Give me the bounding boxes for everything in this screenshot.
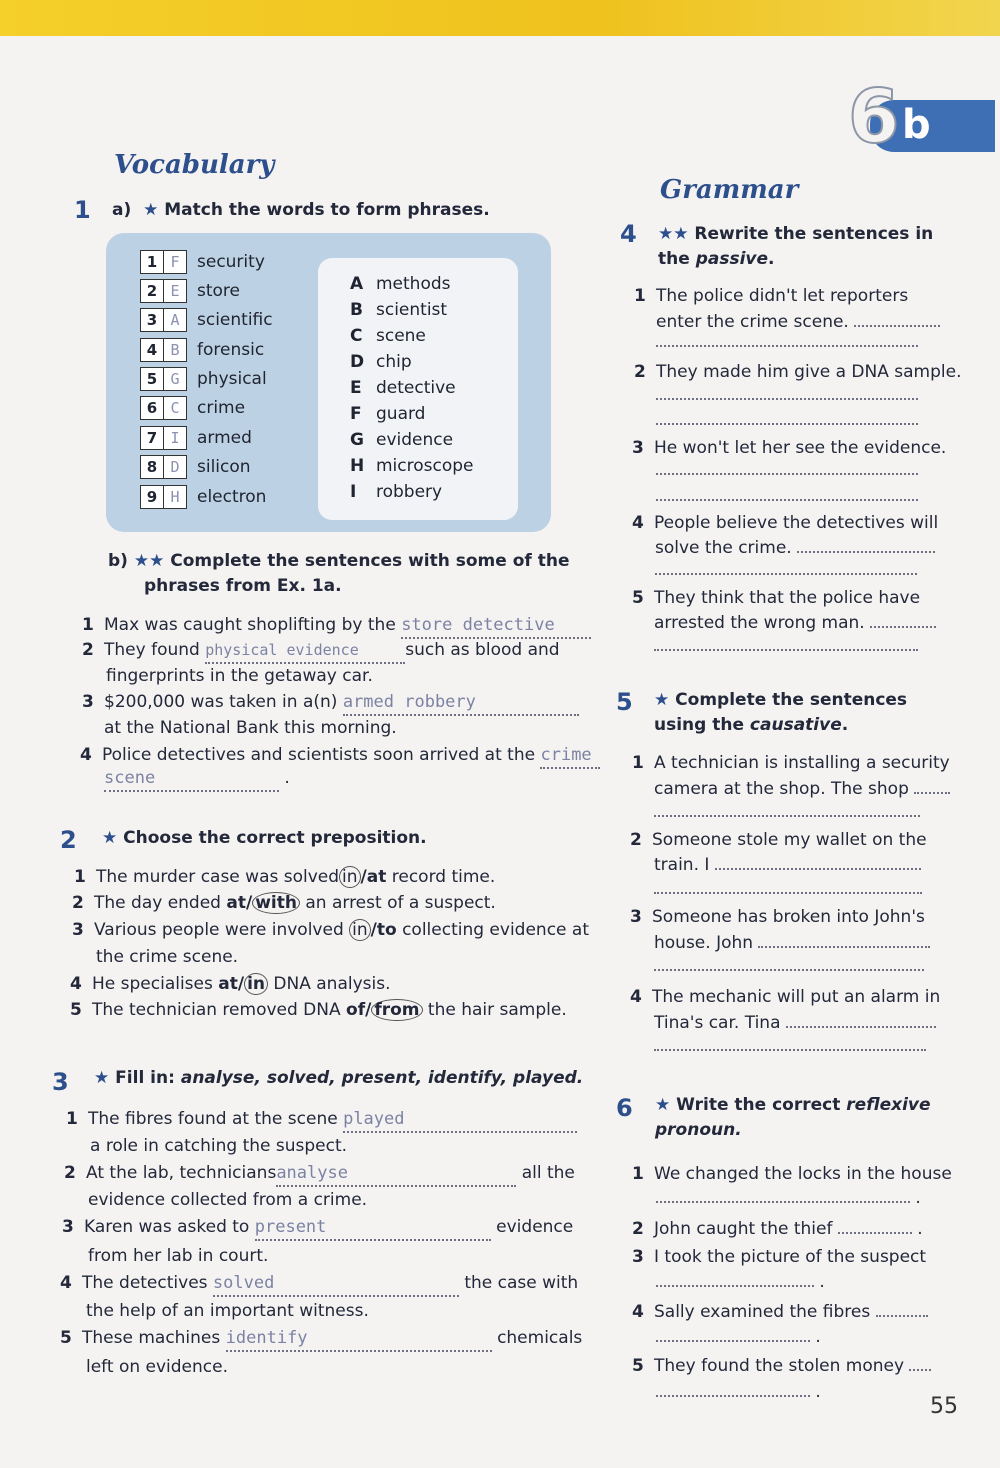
- choice-alt[interactable]: /to: [370, 920, 397, 940]
- match-item: 3 A scientific: [140, 308, 273, 332]
- choice-circled[interactable]: from: [371, 999, 422, 1021]
- part-a-text: Match the words to form phrases.: [164, 200, 490, 220]
- sentence-1b-4-cont: scene .: [104, 766, 290, 792]
- sentence-3-2: 2 At the lab, techniciansanalyse all the: [64, 1161, 575, 1187]
- sentence-3-1-cont: a role in catching the suspect.: [90, 1136, 348, 1156]
- sentence-2-3: 3 Various people were involved in /to collecting evidence at: [72, 920, 589, 940]
- exercise-3-number: 3: [52, 1068, 69, 1096]
- sentence-1b-2-cont: fingerprints in the getaway car.: [106, 666, 373, 686]
- option-item: H microscope: [350, 456, 474, 476]
- answer-field[interactable]: [909, 1369, 931, 1371]
- star-icon: ★★: [658, 224, 695, 244]
- answer-field[interactable]: [870, 626, 936, 628]
- answer-line[interactable]: [656, 408, 918, 432]
- sentence-4-5-cont: arrested the wrong man.: [654, 611, 936, 635]
- choice-circled[interactable]: with: [252, 892, 300, 914]
- answer-field[interactable]: present: [255, 1215, 491, 1241]
- unit-tab: [848, 74, 995, 160]
- exercise-2-number: 2: [60, 826, 77, 854]
- answer-line[interactable]: [654, 634, 918, 658]
- option-item: I robbery: [350, 482, 443, 502]
- sentence-5-4: 4 The mechanic will put an alarm in: [630, 987, 941, 1007]
- sentence-2-3-cont: the crime scene.: [96, 947, 239, 967]
- sentence-4-2: 2 They made him give a DNA sample.: [634, 362, 962, 382]
- sentence-4-4: 4 People believe the detectives will: [632, 513, 939, 533]
- star-icon: ★: [654, 690, 676, 710]
- choice-alt[interactable]: of/: [346, 1000, 372, 1020]
- sentence-6-5: 5 They found the stolen money: [632, 1354, 931, 1378]
- sentence-6-2: 2 John caught the thief .: [632, 1219, 923, 1239]
- unit-number: 6: [848, 74, 900, 160]
- answer-box[interactable]: B: [164, 338, 187, 362]
- option-item: C scene: [350, 326, 426, 346]
- choice-circled[interactable]: in: [339, 866, 361, 888]
- page-number: 55: [930, 1394, 958, 1419]
- star-icon: ★: [655, 1095, 677, 1115]
- sentence-3-4-cont: the help of an important witness.: [86, 1301, 369, 1321]
- answer-field[interactable]: [797, 551, 935, 553]
- vocabulary-title: Vocabulary: [114, 150, 275, 180]
- option-item: B scientist: [350, 300, 448, 320]
- sentence-2-4: 4 He specialises at/ in DNA analysis.: [70, 974, 391, 994]
- exercise-6-number: 6: [616, 1094, 633, 1122]
- exercise-5-number: 5: [616, 688, 633, 716]
- match-item: 4 B forensic: [140, 338, 264, 362]
- exercise-2-instruction: ★ Choose the correct preposition.: [102, 828, 427, 848]
- sentence-2-1: 1 The murder case was solved in /at record time.: [74, 867, 496, 887]
- option-item: G evidence: [350, 430, 454, 450]
- answer-line[interactable]: [654, 954, 924, 978]
- sentence-6-1: 1 We changed the locks in the house: [632, 1164, 952, 1184]
- sentence-3-3-cont: from her lab in court.: [88, 1246, 269, 1266]
- answer-box[interactable]: G: [164, 367, 187, 391]
- match-item: 1 F security: [140, 250, 265, 274]
- sentence-1b-1: 1 Max was caught shoplifting by the store detective: [82, 613, 591, 639]
- sentence-6-4: 4 Sally examined the fibres: [632, 1300, 928, 1324]
- answer-field[interactable]: played: [343, 1107, 577, 1133]
- sentence-5-2: 2 Someone stole my wallet on the: [630, 830, 927, 850]
- option-item: F guard: [350, 404, 426, 424]
- answer-field[interactable]: [715, 868, 921, 870]
- sentence-1b-4: 4 Police detectives and scientists soon arrived at the crime: [80, 743, 600, 769]
- answer-line[interactable]: [654, 800, 920, 824]
- sentence-6-3: 3 I took the picture of the suspect: [632, 1247, 927, 1267]
- answer-field[interactable]: analyse: [276, 1161, 516, 1187]
- answer-line[interactable]: [656, 383, 918, 407]
- choice-alt[interactable]: at/: [226, 893, 253, 913]
- answer-line[interactable]: .: [656, 1270, 825, 1294]
- exercise-4-number: 4: [620, 220, 637, 248]
- answer-box[interactable]: H: [164, 485, 187, 509]
- sentence-1b-2: 2 They found physical evidence such as blood and: [82, 638, 560, 664]
- answer-field[interactable]: solved: [213, 1271, 459, 1297]
- sentence-4-5: 5 They think that the police have: [632, 588, 921, 608]
- star-icon: ★: [94, 1068, 116, 1088]
- sentence-3-5-cont: left on evidence.: [86, 1357, 228, 1377]
- choice-alt[interactable]: /at: [360, 867, 387, 887]
- answer-box[interactable]: E: [164, 279, 187, 303]
- option-item: E detective: [350, 378, 456, 398]
- match-item: 2 E store: [140, 279, 240, 303]
- sentence-5-1-cont: camera at the shop. The shop: [654, 777, 950, 801]
- sentence-2-5: 5 The technician removed DNA of/ from the hair sample.: [70, 1000, 567, 1020]
- answer-field[interactable]: crime: [540, 743, 600, 769]
- sentence-4-1-cont: enter the crime scene.: [656, 310, 940, 334]
- sentence-3-4: 4 The detectives solved the case with: [60, 1271, 578, 1297]
- exercise-1b-instruction: b) ★★ Complete the sentences with some of the phrases from Ex. 1a.: [108, 551, 570, 596]
- answer-field[interactable]: [838, 1232, 912, 1234]
- answer-line[interactable]: [656, 330, 918, 354]
- answer-line[interactable]: [654, 1034, 926, 1058]
- grammar-title: Grammar: [660, 175, 799, 205]
- answer-field[interactable]: identify: [226, 1326, 492, 1352]
- answer-field[interactable]: [786, 1026, 936, 1028]
- choice-circled[interactable]: in: [244, 973, 268, 995]
- answer-box[interactable]: D: [164, 455, 187, 479]
- match-item: 5 G physical: [140, 367, 267, 391]
- sentence-5-3: 3 Someone has broken into John's: [630, 907, 925, 927]
- match-item: 9 H electron: [140, 485, 266, 509]
- star-icon: ★: [102, 828, 124, 848]
- answer-box[interactable]: I: [164, 426, 187, 450]
- exercise-6-instruction: ★ Write the correct reflexive pronoun.: [655, 1095, 931, 1140]
- answer-line[interactable]: .: [656, 1325, 821, 1349]
- choice-circled[interactable]: in: [349, 919, 371, 941]
- answer-line[interactable]: [655, 558, 917, 582]
- answer-field[interactable]: [914, 792, 950, 794]
- option-item: A methods: [350, 274, 451, 294]
- answer-field[interactable]: armed robbery: [343, 690, 579, 716]
- sentence-1b-3-cont: at the National Bank this morning.: [104, 718, 397, 738]
- part-a-label: a): [112, 200, 132, 220]
- answer-field[interactable]: [876, 1315, 928, 1317]
- exercise-3-instruction: ★ Fill in: analyse, solved, present, identify, played.: [94, 1068, 584, 1088]
- answer-line[interactable]: [656, 484, 918, 508]
- sentence-5-2-cont: train. I: [654, 853, 921, 877]
- sentence-4-3: 3 He won't let her see the evidence.: [632, 438, 947, 458]
- sentence-1b-3: 3 $200,000 was taken in a(n) armed robbery: [82, 690, 579, 716]
- match-item: 6 C crime: [140, 396, 245, 420]
- sentence-2-2: 2 The day ended at/ with an arrest of a suspect.: [72, 893, 496, 913]
- sentence-4-4-cont: solve the crime.: [655, 536, 935, 560]
- answer-field[interactable]: physical evidence: [205, 638, 405, 664]
- unit-letter: b: [902, 102, 931, 148]
- sentence-3-5: 5 These machines identify chemicals: [60, 1326, 582, 1352]
- option-item: D chip: [350, 352, 412, 372]
- sentence-3-2-cont: evidence collected from a crime.: [88, 1190, 368, 1210]
- star-icon: ★: [137, 200, 159, 220]
- sentence-5-3-cont: house. John: [654, 931, 930, 955]
- exercise-5-instruction: ★ Complete the sentences using the causative.: [654, 690, 908, 735]
- answer-line[interactable]: [654, 877, 922, 901]
- sentence-3-1: 1 The fibres found at the scene played: [66, 1107, 577, 1133]
- sentence-5-4-cont: Tina's car. Tina: [654, 1011, 936, 1035]
- choice-alt[interactable]: at/: [218, 974, 245, 994]
- yellow-fabric-background: [0, 0, 1000, 36]
- sentence-4-1: 1 The police didn't let reporters: [634, 286, 909, 306]
- star-icon: ★★: [127, 551, 171, 571]
- answer-box[interactable]: C: [164, 396, 187, 420]
- answer-field[interactable]: scene: [104, 766, 279, 792]
- exercise-1-number: 1: [74, 196, 91, 224]
- answer-line[interactable]: .: [656, 1186, 921, 1210]
- exercise-4-instruction: ★★ Rewrite the sentences in the passive.: [658, 224, 934, 269]
- sentence-3-3: 3 Karen was asked to present evidence: [62, 1215, 573, 1241]
- answer-line[interactable]: .: [656, 1380, 821, 1404]
- exercise-1a-instruction: [112, 198, 490, 223]
- match-item: 8 D silicon: [140, 455, 251, 479]
- answer-box[interactable]: F: [164, 250, 187, 274]
- answer-line[interactable]: [656, 458, 918, 482]
- sentence-5-1: 1 A technician is installing a security: [632, 753, 950, 773]
- answer-field[interactable]: store detective: [401, 613, 591, 639]
- answer-box[interactable]: A: [164, 308, 187, 332]
- answer-field[interactable]: [758, 946, 930, 948]
- answer-field[interactable]: [854, 325, 940, 327]
- match-item: 7 I armed: [140, 426, 252, 450]
